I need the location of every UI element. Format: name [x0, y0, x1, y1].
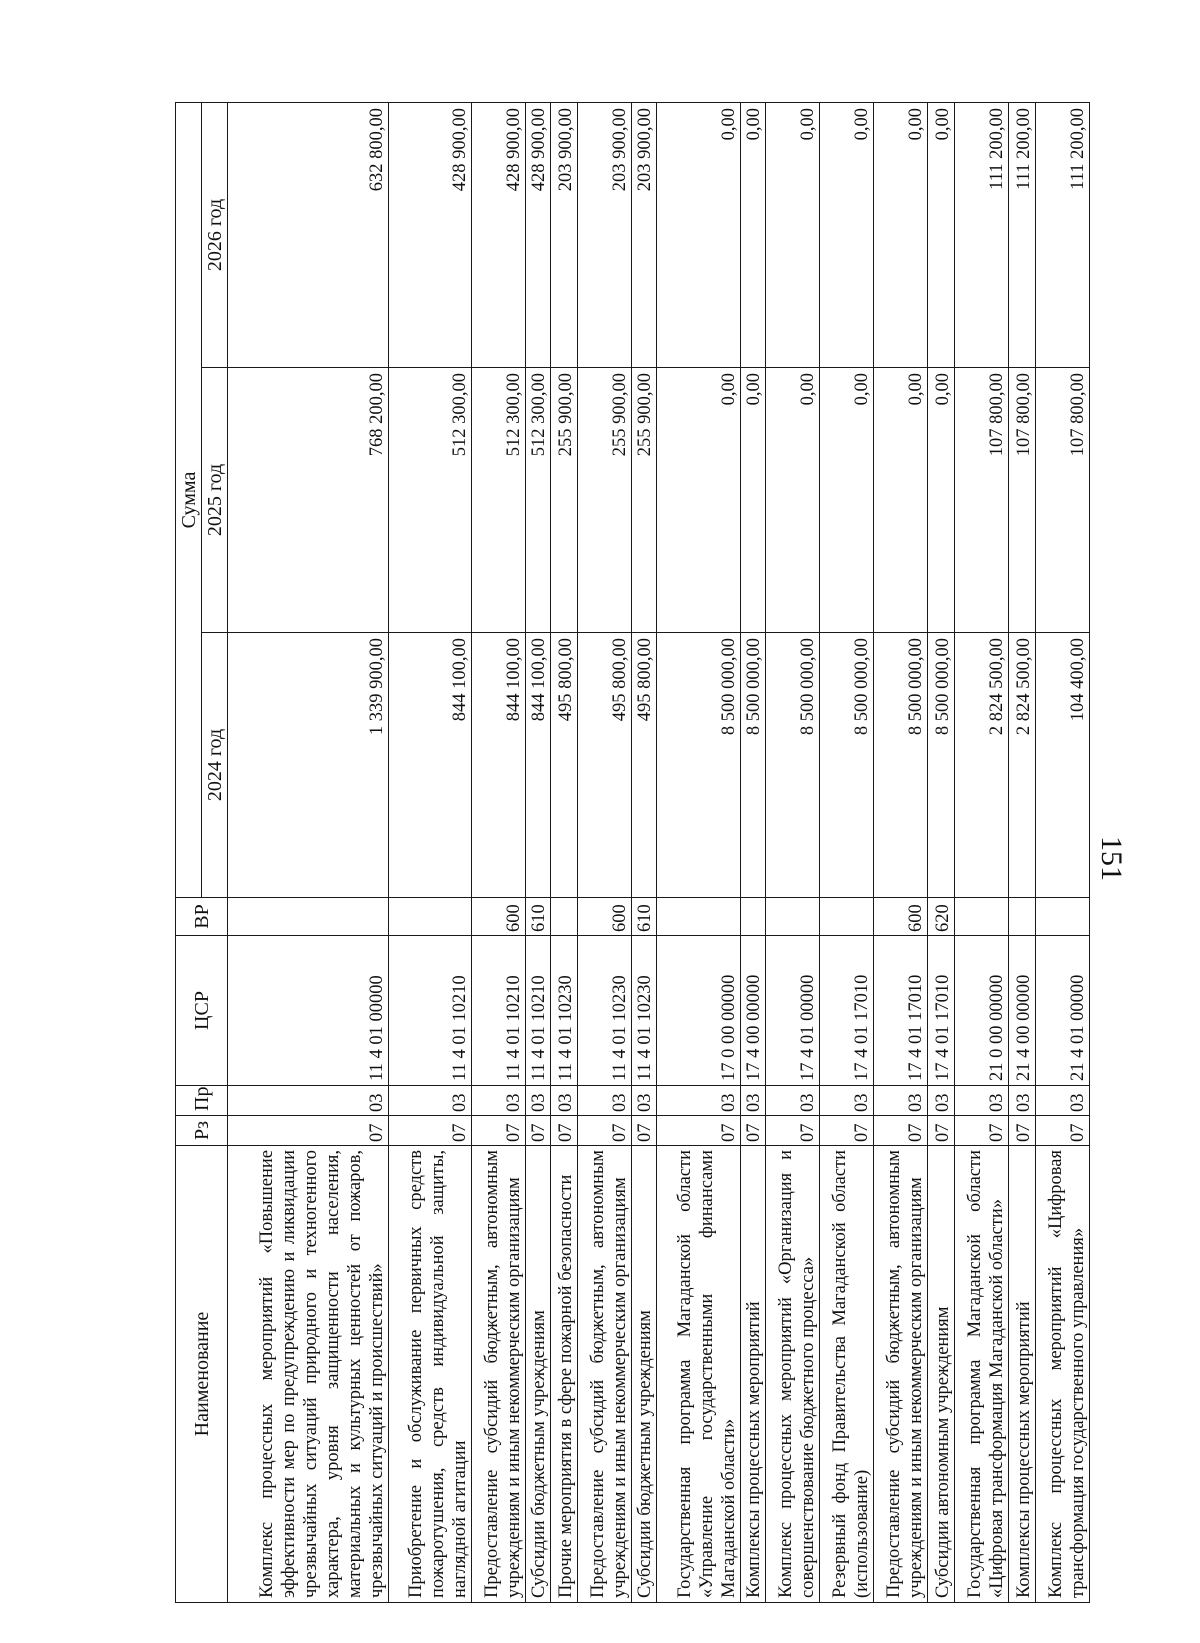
cell-y2026: 0,00	[657, 102, 740, 367]
cell-csr: 21 0 00 00000	[954, 936, 1008, 1086]
cell-y2025: 107 800,00	[954, 368, 1008, 633]
cell-y2026: 428 900,00	[472, 102, 526, 367]
cell-csr: 17 4 01 17010	[927, 936, 954, 1086]
cell-name: Комплекс процессных мероприятий «Повышение эффективности мер по предупреждению и ликвидации чрезвычайных ситуаций природного и техногенного характера, уровня защищенности населения, материальных и культурных ценностей от пожаров, чрезвычайных ситуаций и происшествий»	[228, 1146, 389, 1603]
cell-y2025: 512 300,00	[526, 368, 551, 633]
cell-name: Предоставление субсидий бюджетным, автономным учреждениям и иным некоммерческим организациям	[578, 1146, 632, 1603]
cell-y2025: 0,00	[927, 368, 954, 633]
cell-name: Предоставление субсидий бюджетным, автономным учреждениям и иным некоммерческим организациям	[472, 1146, 526, 1603]
cell-rz: 07	[657, 1116, 740, 1146]
cell-y2024: 844 100,00	[389, 633, 472, 898]
cell-y2024: 8 500 000,00	[927, 633, 954, 898]
cell-rz: 07	[819, 1116, 873, 1146]
header-csr: ЦСР	[176, 936, 228, 1086]
header-2024: 2024 год	[202, 633, 228, 898]
table-row	[1008, 102, 1035, 1602]
cell-rz: 07	[873, 1116, 927, 1146]
cell-pr: 03	[578, 1086, 632, 1116]
cell-vr	[954, 898, 1008, 936]
cell-y2025: 0,00	[819, 368, 873, 633]
cell-csr: 17 4 01 17010	[819, 936, 873, 1086]
cell-rz: 07	[526, 1116, 551, 1146]
cell-rz: 07	[1008, 1116, 1035, 1146]
cell-y2024: 104 400,00	[1035, 633, 1089, 898]
cell-name: Комплексы процессных мероприятий	[740, 1146, 765, 1603]
cell-csr: 11 4 01 00000	[228, 936, 389, 1086]
cell-y2026: 203 900,00	[551, 102, 578, 367]
cell-vr	[1035, 898, 1089, 936]
cell-pr: 03	[873, 1086, 927, 1116]
cell-y2024: 8 500 000,00	[765, 633, 819, 898]
table-row	[927, 102, 954, 1602]
cell-y2026: 632 800,00	[228, 102, 389, 367]
cell-vr	[551, 898, 578, 936]
cell-y2024: 844 100,00	[526, 633, 551, 898]
table-row	[819, 102, 873, 1602]
cell-y2025: 255 900,00	[551, 368, 578, 633]
cell-pr: 03	[657, 1086, 740, 1116]
cell-name: Субсидии бюджетным учреждениям	[632, 1146, 657, 1603]
cell-pr: 03	[954, 1086, 1008, 1116]
budget-table-rotated	[175, 103, 1090, 1603]
cell-name: Приобретение и обслуживание первичных средств пожаротушения, средств индивидуальной защиты, наглядной агитации	[389, 1146, 472, 1603]
cell-vr	[657, 898, 740, 936]
cell-pr: 03	[472, 1086, 526, 1116]
budget-table	[175, 102, 1090, 1603]
header-vr: ВР	[176, 898, 228, 936]
cell-vr	[765, 898, 819, 936]
cell-pr: 03	[228, 1086, 389, 1116]
cell-y2026: 428 900,00	[389, 102, 472, 367]
page-number: 151	[1095, 836, 1128, 881]
cell-y2026: 111 200,00	[1035, 102, 1089, 367]
cell-y2025: 107 800,00	[1008, 368, 1035, 633]
header-rz: Рз	[176, 1116, 228, 1146]
cell-y2026: 111 200,00	[954, 102, 1008, 367]
cell-y2026: 0,00	[765, 102, 819, 367]
cell-rz: 07	[1035, 1116, 1089, 1146]
cell-rz: 07	[551, 1116, 578, 1146]
cell-y2026: 0,00	[740, 102, 765, 367]
cell-y2024: 495 800,00	[578, 633, 632, 898]
cell-name: Резервный фонд Правительства Магаданской области (использование)	[819, 1146, 873, 1603]
cell-rz: 07	[632, 1116, 657, 1146]
cell-y2024: 8 500 000,00	[740, 633, 765, 898]
cell-name: Комплекс процессных мероприятий «Цифровая трансформация государственного управления»	[1035, 1146, 1089, 1603]
cell-name: Субсидии бюджетным учреждениям	[526, 1146, 551, 1603]
cell-csr: 21 4 01 00000	[1035, 936, 1089, 1086]
cell-csr: 17 4 00 00000	[740, 936, 765, 1086]
cell-csr: 11 4 01 10210	[472, 936, 526, 1086]
cell-y2025: 0,00	[740, 368, 765, 633]
cell-csr: 11 4 01 10230	[632, 936, 657, 1086]
cell-vr: 620	[927, 898, 954, 936]
cell-y2026: 0,00	[819, 102, 873, 367]
cell-y2024: 8 500 000,00	[819, 633, 873, 898]
table-row	[551, 102, 578, 1602]
cell-name: Государственная программа Магаданской области «Цифровая трансформация Магаданской области»	[954, 1146, 1008, 1603]
table-row	[954, 102, 1008, 1602]
cell-rz: 07	[228, 1116, 389, 1146]
cell-y2025: 107 800,00	[1035, 368, 1089, 633]
cell-name: Комплекс процессных мероприятий «Организация и совершенствование бюджетного процесса»	[765, 1146, 819, 1603]
cell-y2024: 8 500 000,00	[657, 633, 740, 898]
cell-vr: 610	[632, 898, 657, 936]
cell-y2025: 0,00	[657, 368, 740, 633]
cell-vr	[228, 898, 389, 936]
cell-pr: 03	[1008, 1086, 1035, 1116]
table-row	[632, 102, 657, 1602]
table-row	[740, 102, 765, 1602]
cell-pr: 03	[551, 1086, 578, 1116]
cell-pr: 03	[632, 1086, 657, 1116]
cell-vr	[1008, 898, 1035, 936]
cell-y2024: 8 500 000,00	[873, 633, 927, 898]
cell-pr: 03	[765, 1086, 819, 1116]
cell-y2025: 255 900,00	[578, 368, 632, 633]
cell-csr: 11 4 01 10230	[578, 936, 632, 1086]
cell-rz: 07	[472, 1116, 526, 1146]
cell-y2024: 1 339 900,00	[228, 633, 389, 898]
cell-y2025: 512 300,00	[389, 368, 472, 633]
table-row	[578, 102, 632, 1602]
cell-name: Субсидии автономным учреждениям	[927, 1146, 954, 1603]
cell-y2024: 2 824 500,00	[954, 633, 1008, 898]
table-row	[1035, 102, 1089, 1602]
header-name: Наименование	[176, 1146, 228, 1603]
cell-vr: 600	[472, 898, 526, 936]
cell-y2026: 111 200,00	[1008, 102, 1035, 367]
cell-csr: 17 4 01 17010	[873, 936, 927, 1086]
cell-pr: 03	[1035, 1086, 1089, 1116]
cell-csr: 11 4 01 10230	[551, 936, 578, 1086]
cell-vr: 600	[873, 898, 927, 936]
table-row	[389, 102, 472, 1602]
cell-y2025: 255 900,00	[632, 368, 657, 633]
cell-y2025: 0,00	[765, 368, 819, 633]
cell-y2024: 2 824 500,00	[1008, 633, 1035, 898]
cell-vr	[819, 898, 873, 936]
cell-rz: 07	[765, 1116, 819, 1146]
cell-rz: 07	[927, 1116, 954, 1146]
table-body	[228, 102, 1090, 1602]
header-sum: Сумма	[176, 102, 202, 897]
cell-y2026: 203 900,00	[632, 102, 657, 367]
cell-y2025: 512 300,00	[472, 368, 526, 633]
cell-vr	[740, 898, 765, 936]
cell-vr: 610	[526, 898, 551, 936]
cell-rz: 07	[578, 1116, 632, 1146]
cell-pr: 03	[740, 1086, 765, 1116]
cell-y2025: 0,00	[873, 368, 927, 633]
table-row	[472, 102, 526, 1602]
cell-csr: 11 4 01 10210	[526, 936, 551, 1086]
cell-rz: 07	[389, 1116, 472, 1146]
table-row	[526, 102, 551, 1602]
cell-y2026: 428 900,00	[526, 102, 551, 367]
cell-y2026: 203 900,00	[578, 102, 632, 367]
cell-y2026: 0,00	[927, 102, 954, 367]
cell-pr: 03	[389, 1086, 472, 1116]
table-row	[765, 102, 819, 1602]
cell-rz: 07	[954, 1116, 1008, 1146]
cell-csr: 21 4 00 00000	[1008, 936, 1035, 1086]
table-row	[873, 102, 927, 1602]
cell-pr: 03	[526, 1086, 551, 1116]
header-pr: Пр	[176, 1086, 228, 1116]
cell-name: Предоставление субсидий бюджетным, автономным учреждениям и иным некоммерческим организациям	[873, 1146, 927, 1603]
cell-rz: 07	[740, 1116, 765, 1146]
cell-y2025: 768 200,00	[228, 368, 389, 633]
cell-vr	[389, 898, 472, 936]
cell-csr: 11 4 01 10210	[389, 936, 472, 1086]
cell-csr: 17 0 00 00000	[657, 936, 740, 1086]
cell-pr: 03	[927, 1086, 954, 1116]
cell-name: Государственная программа Магаданской области «Управление государственными финансами Магаданской области»	[657, 1146, 740, 1603]
header-2026: 2026 год	[202, 102, 228, 367]
header-2025: 2025 год	[202, 368, 228, 633]
cell-y2024: 495 800,00	[632, 633, 657, 898]
cell-vr: 600	[578, 898, 632, 936]
table-row	[228, 102, 389, 1602]
cell-csr: 17 4 01 00000	[765, 936, 819, 1086]
cell-name: Прочие мероприятия в сфере пожарной безопасности	[551, 1146, 578, 1603]
cell-y2024: 844 100,00	[472, 633, 526, 898]
cell-y2026: 0,00	[873, 102, 927, 367]
cell-name: Комплексы процессных мероприятий	[1008, 1146, 1035, 1603]
cell-pr: 03	[819, 1086, 873, 1116]
table-row	[657, 102, 740, 1602]
cell-y2024: 495 800,00	[551, 633, 578, 898]
